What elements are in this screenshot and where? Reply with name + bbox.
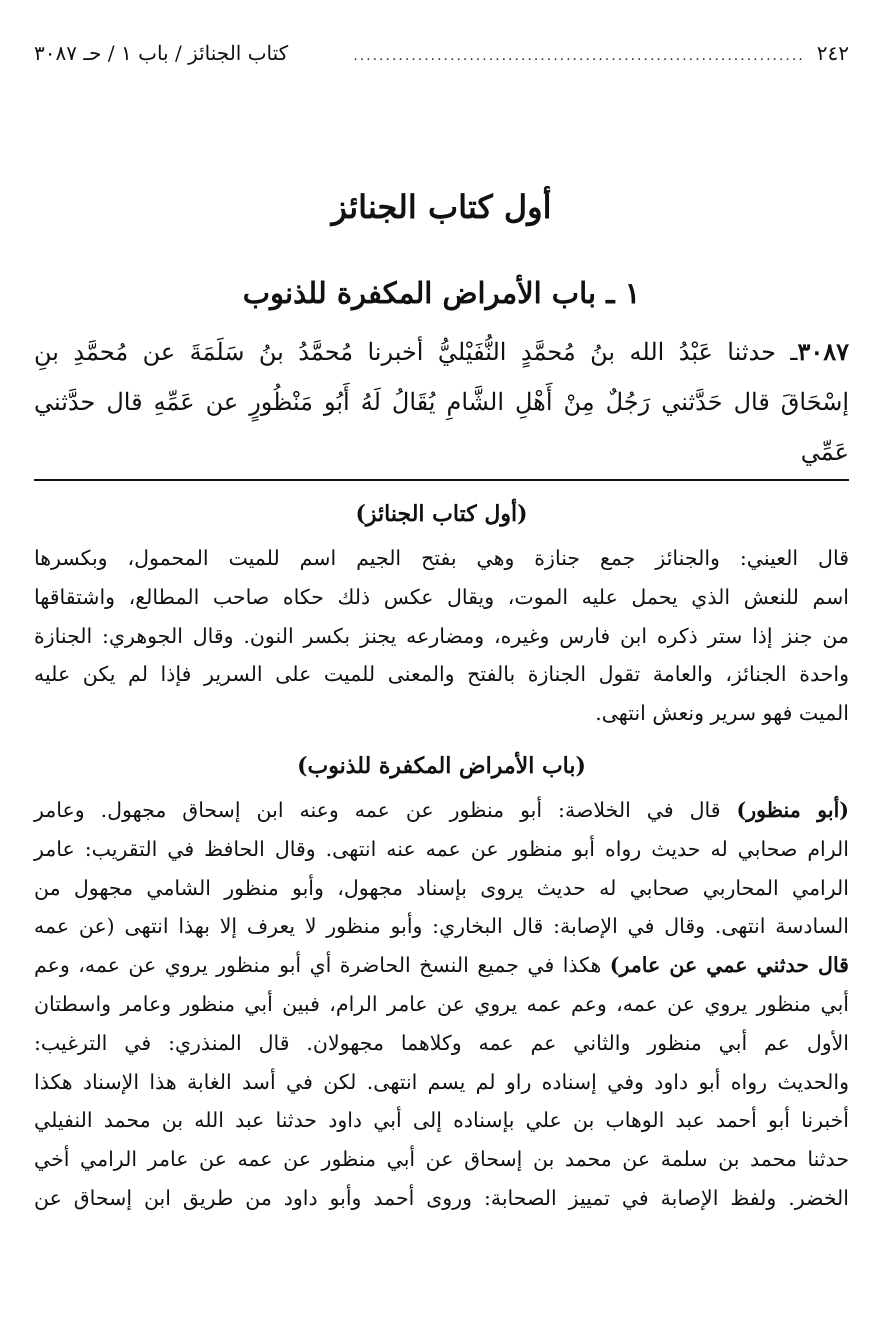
commentary-line: الميت فهو سرير ونعش انتهى. <box>595 701 849 726</box>
hadith-number: ٣٠٨٧ <box>797 337 849 366</box>
commentary-line: والحديث رواه أبو داود وفي إسناده راو لم يسم انتهى. لكن في أسد الغابة هذا الإسناد هكذا <box>34 1069 849 1094</box>
commentary-line: من جنز إذا ستر ذكره ابن فارس وغيره، ومضارعه يجنز بكسر النون. وقال الجوهري: الجنازة <box>34 623 849 648</box>
commentary-line: واحدة الجنائز، والعامة تقول الجنازة بالفتح والمعنى للميت على السرير فإذا لم يكن عليه <box>34 662 849 687</box>
commentary-line: قال العيني: والجنائز جمع جنازة وهي بفتح الجيم اسم للميت المحمول، وبكسرها <box>34 546 849 570</box>
hadith-line-1-text: ـ حدثنا عَبْدُ الله بنُ مُحمَّدٍ النُّفَيْليُّ أخبرنا مُحمَّدُ بنُ سَلَمَةَ عن مُحمَّدِ بنِ <box>34 338 798 366</box>
commentary-line <box>34 791 849 830</box>
commentary-line: الخضر. ولفظ الإصابة في تمييز الصحابة: وروى أحمد وأبو داود من طريق ابن إسحاق عن <box>34 1185 849 1210</box>
book-title: أول كتاب الجنائز <box>331 188 552 226</box>
page-number: ٢٤٢ <box>816 41 849 65</box>
commentary-bold-term: قال حدثني عمي عن عامر) <box>609 953 849 978</box>
commentary-line: الرامي المحاربي صحابي له حديث يروى بإسناد مجهول، وأبو منظور الشامي مجهول من <box>34 875 849 900</box>
bab-title: ١ ـ باب الأمراض المكفرة للذنوب <box>242 276 641 310</box>
commentary-line-text: قال في الخلاصة: أبو منظور عن عمه وعنه ابن إسحاق مجهول. وعامر <box>34 797 737 822</box>
leader-dots: ...................................................................... <box>353 48 805 64</box>
hadith-text <box>34 327 849 477</box>
commentary-line: الرام صحابي له حديث رواه أبو منظور عن عمه عنه انتهى. وقال الحافظ في التقريب: عامر <box>34 836 849 861</box>
commentary-paragraph-2 <box>34 791 849 1218</box>
commentary-heading-2: (باب الأمراض المكفرة للذنوب) <box>297 752 586 779</box>
chapter-reference: كتاب الجنائز / باب ١ / حـ ٣٠٨٧ <box>34 41 289 65</box>
commentary-line: اسم للنعش الذي يحمل عليه الموت، ويقال عكس ذلك حكاه صاحب المطالع، واشتقاقها <box>34 584 849 609</box>
separator-rule <box>34 479 849 481</box>
commentary-line-text: هكذا في جميع النسخ الحاضرة أي أبو منظور يروي عن عمه، وعم <box>34 953 610 978</box>
commentary-line: أخبرنا أبو أحمد عبد الوهاب بن علي بإسناده إلى أبي داود حدثنا عبد الله بن محمد النفيلي <box>34 1108 849 1133</box>
commentary-line: أبي منظور يروي عن عمه، وعم عمه يروي عن عامر الرام، فبين أبي منظور وعامر واسطتان <box>34 991 849 1016</box>
commentary-line <box>34 946 849 985</box>
commentary-line: السادسة انتهى. وقال في الإصابة: قال البخاري: وأبو منظور لا يعرف إلا بهذا انتهى (عن عمه <box>34 914 849 939</box>
hadith-line-2: إسْحَاقَ قال حَدَّثني رَجُلٌ مِنْ أَهْلِ الشَّامِ يُقَالُ لَهُ أَبُو مَنْظُورٍ عن عَمِّهِ قال حدَّثني عَمِّي <box>34 388 849 466</box>
commentary-line: حدثنا محمد بن سلمة عن محمد بن إسحاق عن أبي منظور عن عمه عن عامر الرامي أخي <box>34 1147 849 1172</box>
commentary-paragraph-1 <box>34 539 849 733</box>
hadith-line-1 <box>34 327 849 377</box>
commentary-heading-1: (أول كتاب الجنائز) <box>355 501 528 527</box>
running-header <box>34 38 849 71</box>
commentary-line: الأول عم أبي منظور والثاني عم عمه وكلاهما مجهولان. قال المنذري: في الترغيب: <box>34 1030 849 1055</box>
commentary-bold-term: (أبو منظور) <box>736 797 849 822</box>
